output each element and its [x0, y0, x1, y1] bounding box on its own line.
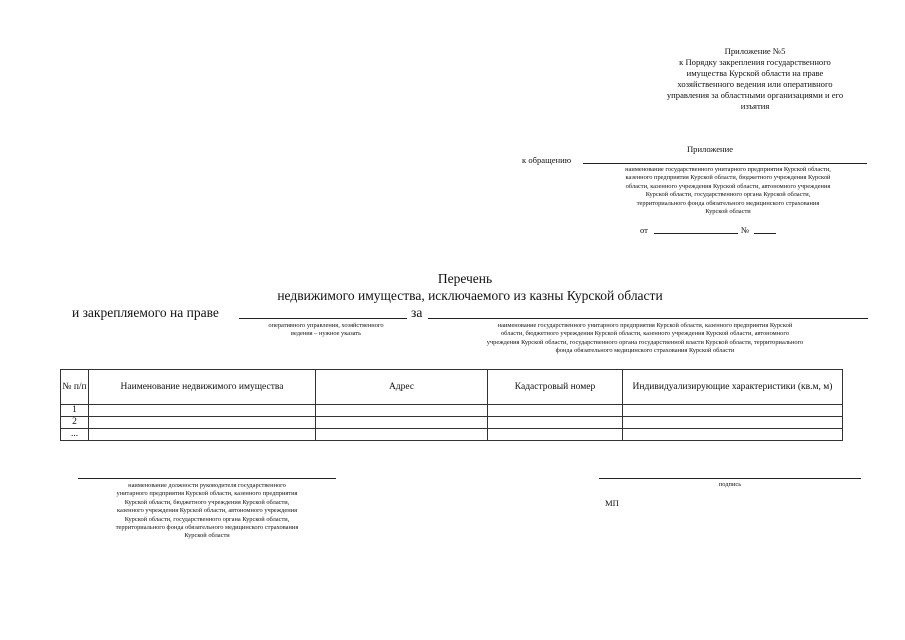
appendix-line: управления за областными организациями и его [666, 90, 844, 100]
right-type-line [239, 318, 407, 319]
page-title: Перечень [437, 271, 493, 286]
date-label: от [640, 225, 648, 235]
table-row [61, 429, 843, 441]
cell-characteristics [623, 417, 843, 429]
cell-name [89, 405, 316, 417]
cell-address [316, 417, 488, 429]
cell-cadastral [488, 417, 623, 429]
number-label: № [741, 225, 750, 235]
signature-line [599, 478, 861, 479]
date-line [654, 233, 738, 234]
row-number: 1 [61, 405, 89, 417]
right-of-label: и закрепляемого на праве [72, 305, 219, 320]
cell-cadastral [488, 405, 623, 417]
cell-name [89, 429, 316, 441]
stamp-label: МП [605, 498, 619, 508]
page-subtitle: недвижимого имущества, исключаемого из казны Курской области [277, 288, 663, 303]
col-header-characteristics: Индивидуализирующие характеристики (кв.м, м) [623, 370, 843, 405]
appendix-line: имущества Курской области на праве [686, 68, 824, 78]
appendix-block [630, 46, 880, 112]
org-name-caption: наименование государственного унитарного предприятия Курской области, казенного предприятия Курской области, бюджетного учреждения Курской области, казенного учреждения Курской области, автономного учреждения Курской области, государственного органа государственной власти Курской области, территориального фонда обязательного медицинского страхования Курской области [486, 322, 804, 355]
appendix-line: изъятия [740, 101, 770, 111]
row-number: 2 [61, 417, 89, 429]
position-caption: наименование должности руководителя государственного унитарного предприятия Курской области, казенного предприятия Курской области, бюджетного учреждения Курской области, казенного учреждения Курской области, автономного учреждения Курской области, государственного органа Курской области, территориального фонда обязательного медицинского страхования Курской области [115, 482, 299, 540]
attachment-title: Приложение [686, 144, 734, 154]
col-header-address: Адрес [316, 370, 488, 405]
cell-address [316, 405, 488, 417]
to-request-label: к обращению [522, 155, 572, 165]
table-row [61, 417, 843, 429]
request-org-line [583, 163, 867, 164]
appendix-line: хозяйственного ведения или оперативного [677, 79, 833, 89]
col-header-name: Наименование недвижимого имущества [89, 370, 316, 405]
property-table [60, 369, 843, 441]
for-label: за [411, 305, 423, 320]
cell-address [316, 429, 488, 441]
row-number: ... [61, 429, 89, 441]
col-header-number: № п/п [61, 370, 89, 405]
request-org-caption: наименование государственного унитарного предприятия Курской области, казенного предприятия Курской области, бюджетного учреждения Курской области, казенного учреждения Курской области, автономного учреждения Курской области, государственного органа Курской области, территориального фонда обязательного медицинского страхования Курской области [625, 166, 831, 216]
table-row [61, 405, 843, 417]
cell-cadastral [488, 429, 623, 441]
position-line [78, 478, 336, 479]
signature-caption: подпись [718, 481, 742, 488]
number-line [754, 233, 776, 234]
appendix-title: Приложение №5 [724, 46, 786, 56]
cell-characteristics [623, 405, 843, 417]
right-type-caption: оперативного управления, хозяйственного ведения – нужное указать [268, 322, 384, 338]
org-name-line [428, 318, 868, 319]
col-header-cadastral: Кадастровый номер [488, 370, 623, 405]
appendix-line: к Порядку закрепления государственного [679, 57, 831, 67]
cell-characteristics [623, 429, 843, 441]
table-header-row [61, 370, 843, 405]
cell-name [89, 417, 316, 429]
